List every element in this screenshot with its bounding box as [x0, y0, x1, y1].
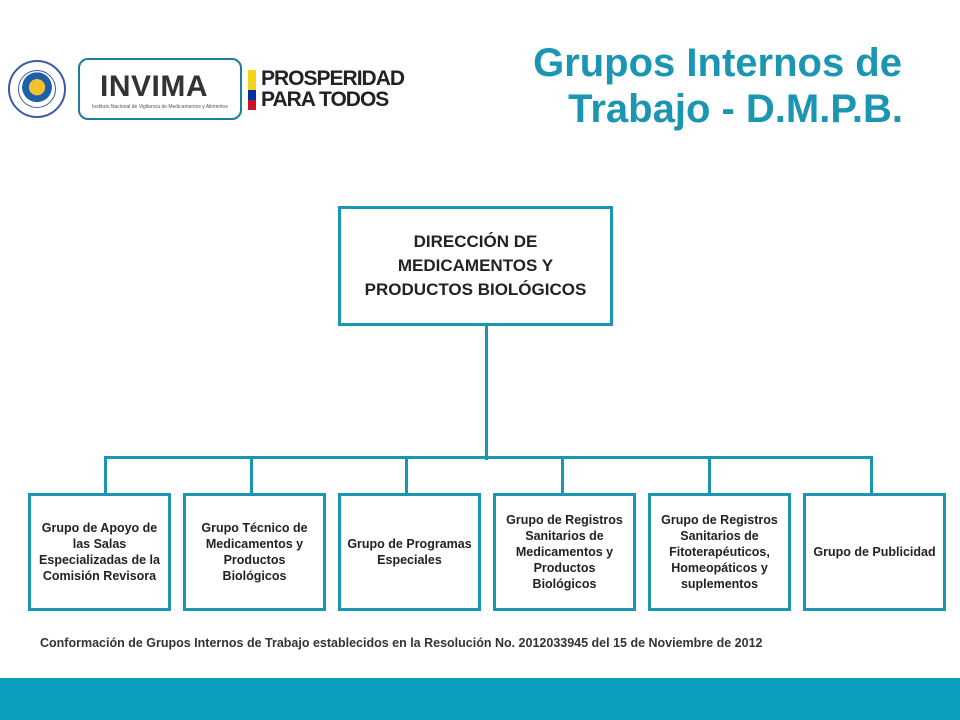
group-node-label: Grupo Técnico de Medicamentos y Productos Biológicos — [201, 521, 308, 583]
connector-horizontal-bus — [104, 456, 872, 459]
footer-note: Conformación de Grupos Internos de Trabajo establecidos en la Resolución No. 2012033945 del 15 de Noviembre de 2012 — [40, 636, 763, 650]
group-node-publicidad — [803, 493, 946, 611]
root-node-direccion — [338, 206, 613, 326]
invima-wordmark: INVIMA — [100, 70, 208, 103]
connector-root-vertical — [485, 326, 488, 460]
page-title — [533, 40, 902, 132]
colombia-seal-logo — [8, 60, 66, 118]
invima-logo — [78, 58, 242, 120]
invima-subtitle: Instituto Nacional de Vigilancia de Medicamentos y Alimentos — [92, 104, 228, 110]
connector-branch-1 — [104, 456, 107, 493]
connector-branch-3 — [405, 456, 408, 493]
connector-branch-6 — [870, 456, 873, 493]
group-node-programas-especiales — [338, 493, 481, 611]
prosperidad-line1: PROSPERIDAD — [261, 67, 405, 90]
footer-bar — [0, 678, 960, 720]
colombia-flag-icon — [248, 70, 256, 110]
group-node-label: Grupo de Registros Sanitarios de Fitoterapéuticos, Homeopáticos y suplementos — [661, 513, 778, 591]
group-node-registros-fitoterapeuticos — [648, 493, 791, 611]
coat-of-arms-icon — [18, 70, 56, 108]
group-node-tecnico-medicamentos — [183, 493, 326, 611]
root-node-label: DIRECCIÓN DE MEDICAMENTOS Y PRODUCTOS BIOLÓGICOS — [364, 232, 587, 299]
title-line1: Grupos Internos de — [533, 41, 902, 85]
group-node-label: Grupo de Apoyo de las Salas Especializadas de la Comisión Revisora — [39, 521, 160, 583]
title-line2: Trabajo - D.M.P.B. — [568, 87, 903, 131]
connector-branch-5 — [708, 456, 711, 493]
connector-branch-4 — [561, 456, 564, 493]
prosperidad-line2: PARA TODOS — [261, 88, 389, 111]
group-node-apoyo-salas — [28, 493, 171, 611]
group-node-label: Grupo de Publicidad — [813, 545, 936, 559]
group-node-label: Grupo de Registros Sanitarios de Medicamentos y Productos Biológicos — [506, 513, 623, 591]
group-node-label: Grupo de Programas Especiales — [347, 537, 472, 567]
connector-branch-2 — [250, 456, 253, 493]
group-node-registros-medicamentos — [493, 493, 636, 611]
